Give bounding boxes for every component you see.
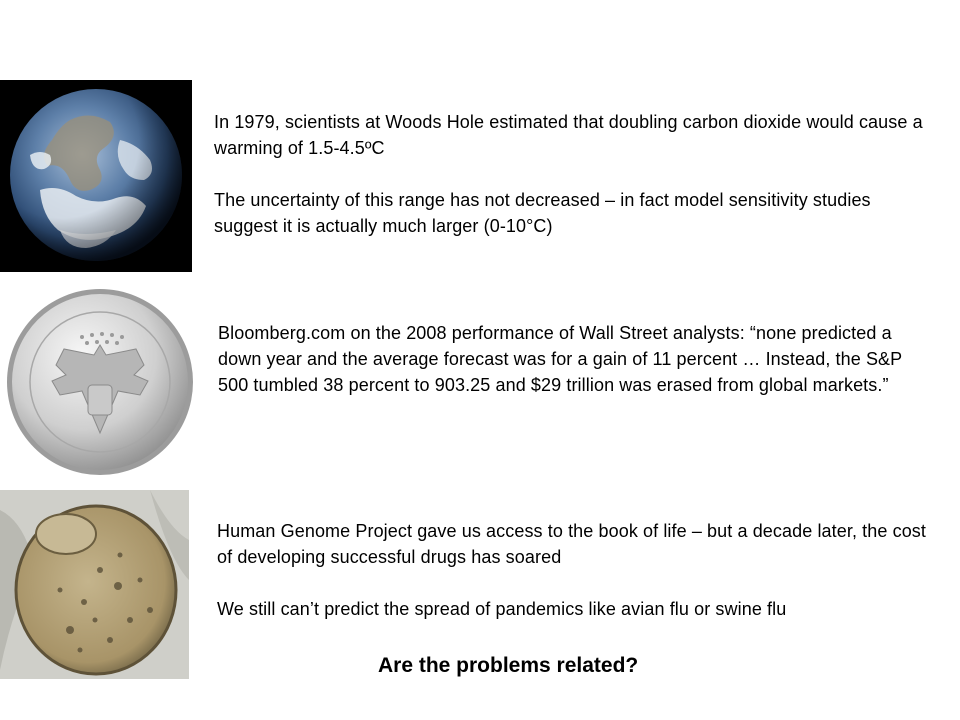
- cell-image: [0, 490, 189, 679]
- cell-text-line2: We still can’t predict the spread of pandemics like avian flu or swine flu: [217, 599, 787, 619]
- coin-icon: [0, 285, 200, 480]
- earth-text: [214, 109, 934, 239]
- earth-text-line1: In 1979, scientists at Woods Hole estimated that doubling carbon dioxide would cause a warming of 1.5-4.5ºC: [214, 112, 923, 158]
- cell-text: [217, 518, 937, 622]
- coin-text-line1: Bloomberg.com on the 2008 performance of Wall Street analysts: “none predicted a down year and the average forecast was for a gain of 11 percent … Instead, the S&P 500 tumbled 38 percent to 903.25 and $29 trillion was erased from global markets.”: [218, 323, 902, 395]
- coin-text: [218, 320, 918, 398]
- earth-icon: [0, 80, 192, 272]
- earth-text-line2: The uncertainty of this range has not decreased – in fact model sensitivity studies suggest it is actually much larger (0-10°C): [214, 190, 871, 236]
- cell-icon: [0, 490, 189, 679]
- earth-image: [0, 80, 192, 272]
- closing-question: Are the problems related?: [378, 654, 639, 677]
- coin-image: [0, 285, 200, 480]
- cell-text-line1: Human Genome Project gave us access to the book of life – but a decade later, the cost of developing successful drugs has soared: [217, 521, 927, 567]
